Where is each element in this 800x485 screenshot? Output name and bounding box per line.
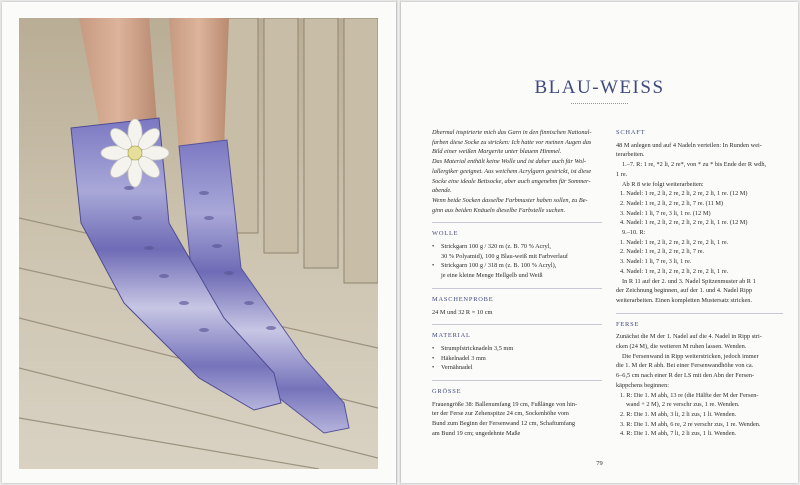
groesse-line: Bund zum Beginn der Fersenwand 12 cm, Schaftumfang [432, 420, 576, 428]
groesse-line: Frauengröße 38: Ballenumfang 19 cm, Fußlänge von hin- [432, 400, 578, 408]
schaft-line: weiterarbeiten. Einen kompletten Mustersatz stricken. [616, 296, 753, 304]
ferse-heading: FERSE [616, 320, 640, 328]
ferse-wand [616, 352, 783, 391]
ferse-step: 1. R: Die 1. M abh, 13 re (die Hälfte der M der Fersen- [620, 391, 759, 399]
section-divider [432, 324, 602, 325]
intro-line: abende. [432, 187, 452, 195]
intro-line: Dhermal inspirierte mich das Garn in den finnischen National- [432, 129, 592, 136]
sock-photo [19, 18, 378, 469]
left-page [2, 2, 396, 483]
groesse-line: ter der Ferse zur Zehenspitze 24 cm, Sockenhöhe vom [432, 410, 569, 418]
schaft-line: terarbeiten. [616, 151, 645, 159]
needle-row: 4. Nadel: 1 re, 2 li, 2 re, 2 li, 2 re, 2 li, 1 re. (12 M) [620, 219, 748, 227]
ferse-line: cken (24 M), die weiteren M ruhen lassen. Wenden. [616, 343, 747, 351]
ferse-line: die 1. M der R abh. Bei einer Fersenwandhöhe von ca. [616, 362, 754, 370]
wolle-item [432, 242, 602, 261]
schaft-line: 1.–7. R: 1 re, *2 li, 2 re*, von * zu * bis Ende der R wdh, [622, 161, 767, 169]
maschenprobe-heading: MASCHENPROBE [432, 295, 494, 303]
needle-row: 1. Nadel: 1 re, 2 li, 2 re, 2 li, 2 re, 2 li, 1 re. (12 M) [620, 190, 748, 198]
schaft-line: 9.–10. R: [622, 229, 646, 237]
ferse-intro [616, 332, 783, 351]
schaft-line: In R 11 auf der 2. und 3. Nadel Spitzenmuster ab R 1 [622, 277, 756, 285]
wolle-heading: WOLLE [432, 230, 459, 238]
ferse-step: 3. R: Die 1. M abh, 6 re, 2 re verschr zus, 1 re. Wenden. [620, 420, 761, 428]
schaft-r11 [616, 277, 783, 306]
material-item: • Häkelnadel 3 mm [432, 354, 602, 364]
schaft-ab-r8 [616, 180, 783, 190]
wolle-list [432, 242, 602, 281]
page-title: BLAU-WEISS [534, 77, 665, 98]
needle-row: 3. Nadel: 1 li, 7 re, 3 li, 1 re. (12 M) [620, 209, 711, 217]
wolle-item-line: je eine kleine Menge Hellgelb und Weiß [441, 272, 543, 280]
sock-photo-illustration [19, 18, 378, 469]
schaft-intro [616, 141, 783, 160]
material-item: • Strumpfstricknadeln 3,5 mm [432, 344, 602, 354]
intro-line: Wenn beide Socken dasselbe Farbmuster haben sollen, zu Be- [432, 196, 588, 204]
intro-line: lallergiker geeignet. Aus weichem Acrylgarn gestrickt, ist diese [432, 167, 592, 175]
section-divider [432, 380, 602, 381]
section-divider [432, 288, 602, 289]
needle-row: 1. Nadel: 1 re, 2 li, 2 re, 2 li, 2 re, 2 li, 1 re. [620, 238, 729, 246]
schaft-line: 48 M anlegen und auf 4 Nadeln verteilen: In Runden wei- [616, 141, 762, 149]
wolle-item-line: 30 % Polyamid), 100 g Blau-weiß mit Farbverlauf [441, 252, 568, 260]
groesse-text [432, 400, 602, 439]
ferse-steps [616, 391, 783, 440]
intro-line: ginn aus beiden Knäueln dieselbe Farbstelle suchen. [432, 206, 566, 214]
intro-line: Bild einer weißen Margerite unter blauem Himmel. [432, 148, 562, 156]
needle-row: 2. Nadel: 1 re, 2 li, 2 re, 2 li, 7 re. (11 M) [620, 199, 724, 207]
schaft-rows-1-7 [616, 160, 783, 179]
ferse-line: käppchens beginnen: [616, 381, 669, 389]
intro-line: Das Material enthält keine Wolle und ist daher auch für Wol- [432, 158, 587, 166]
schaft-r9-label [616, 228, 783, 238]
section-divider [616, 313, 783, 314]
ferse-line: Zunächst die M der 1. Nadel auf die 4. Nadel in Ripp stri- [616, 333, 762, 341]
schaft-line: der Zeichnung beginnen, auf der 1. und 4. Nadel Ripp [616, 287, 753, 295]
intro-text [432, 128, 602, 215]
groesse-line: am Bund 19 cm; ungedehnte Maße [432, 429, 521, 437]
material-heading: MATERIAL [432, 332, 471, 340]
schaft-r8-rows [616, 189, 783, 228]
ferse-line: Die Fersenwand in Ripp weiterstricken, jedoch immer [622, 352, 759, 360]
intro-line: farben diese Socke zu stricken: Ich hatte vor meinen Augen das [432, 138, 592, 146]
ferse-step: wand + 2 M), 2 re verschr zus, 1 re. Wenden. [626, 401, 740, 409]
material-list [432, 344, 602, 373]
wolle-item-line: Strickgarn 100 g / 318 m (z. B. 100 % Acryl), [441, 262, 557, 270]
wolle-item [432, 261, 602, 280]
right-page [401, 2, 798, 483]
right-column [616, 128, 783, 439]
ferse-step: 2. R: Die 1. M abh, 3 li, 2 li zus, 1 li. Wenden. [620, 410, 737, 418]
intro-line: Socke eine ideale Bettsocke, aber auch angenehm für Sommer- [432, 177, 591, 185]
maschenprobe-text: 24 M und 32 R = 10 cm [432, 308, 493, 316]
ferse-line: 6–6,5 cm nach einer R der LS mit den Abn der Fersen- [616, 372, 755, 380]
schaft-line: Ab R 8 wie folgt weiterarbeiten: [622, 180, 704, 188]
title-divider [571, 103, 628, 104]
needle-row: 3. Nadel: 1 li, 7 re, 3 li, 1 re. [620, 258, 692, 266]
section-divider [432, 222, 602, 223]
page-number: 79 [596, 460, 603, 467]
groesse-heading: GRÖSSE [432, 388, 462, 396]
left-column [432, 128, 602, 439]
schaft-line: 1 re. [616, 170, 628, 178]
schaft-r9-rows [616, 238, 783, 277]
wolle-item-line: Strickgarn 100 g / 320 m (z. B. 70 % Acryl, [441, 243, 552, 251]
schaft-heading: SCHAFT [616, 129, 646, 136]
needle-row: 4. Nadel: 1 re, 2 li, 2 re, 2 li, 2 re, 2 li, 1 re. [620, 267, 729, 275]
material-item: • Vernähnadel [432, 363, 602, 373]
needle-row: 2. Nadel: 1 re, 2 li, 2 re, 2 li, 7 re. [620, 248, 705, 256]
ferse-step: 4. R: Die 1. M abh, 7 li, 2 li zus, 1 li. Wenden. [620, 430, 737, 438]
